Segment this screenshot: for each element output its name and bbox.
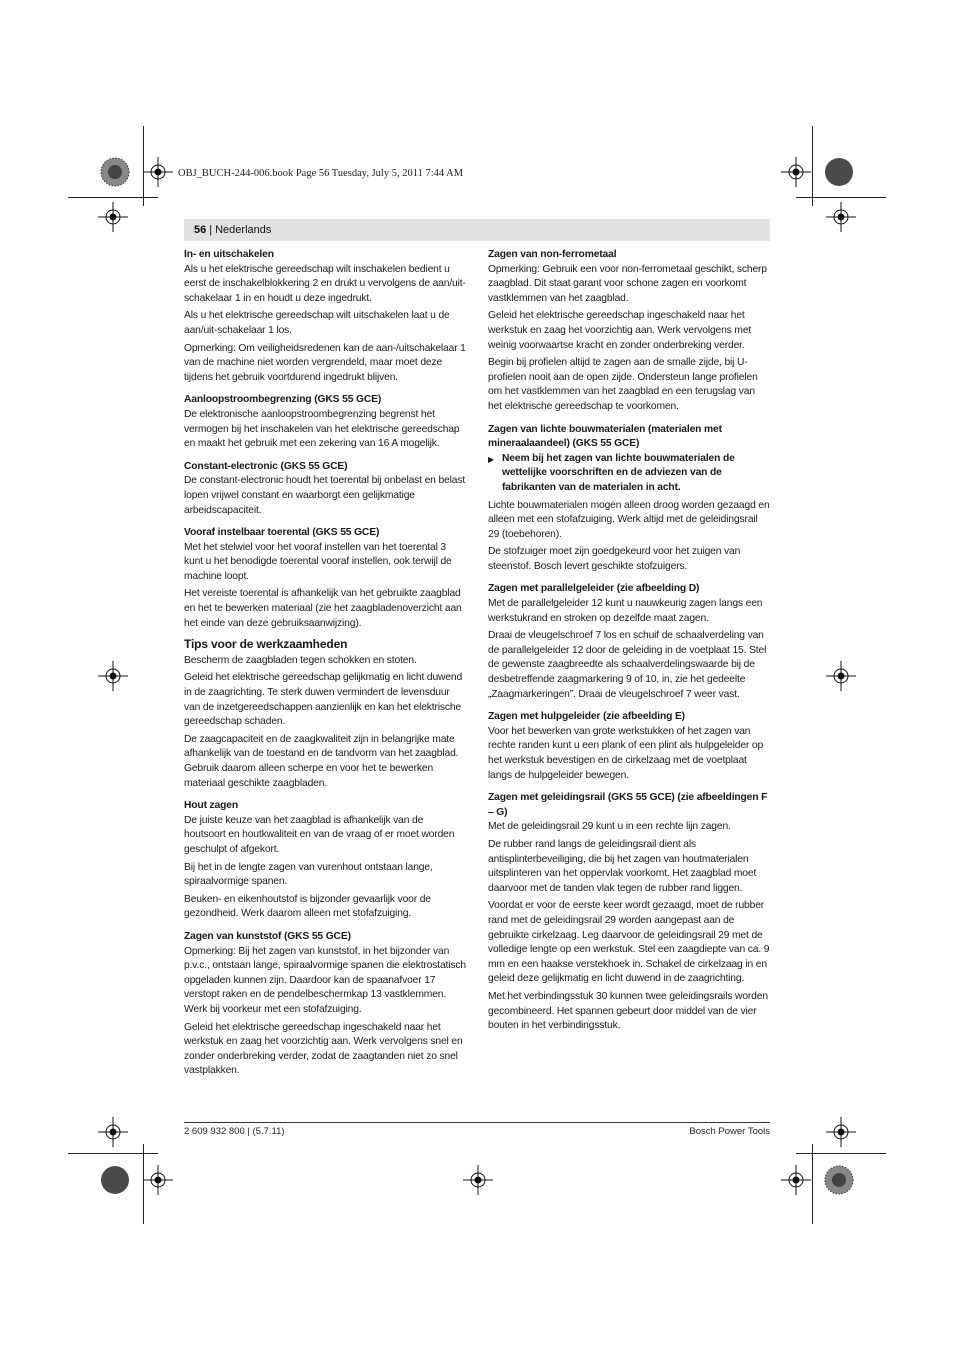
paragraph: Opmerking: Bij het zagen van kunststof, in het bijzonder van p.v.c., ontstaan lange, spiraalvormige spanen die elektrostatisch opgeladen kunnen zijn. Daardoor kan de spaanafvoer 17 verstopt raken en de pendelbeschermkap 13 vastklemmen. Werk bij voorkeur met een stofafzuiging. (184, 945, 466, 1015)
section-heading: In- en uitschakelen (184, 249, 274, 260)
paragraph: Met de parallelgeleider 12 kunt u nauwkeurig zagen langs een werkstukrand en stroken op dezelfde maat zagen. (488, 598, 763, 624)
registration-mark-icon (826, 1117, 856, 1147)
triangle-bullet-icon: ▶ (488, 454, 495, 464)
paragraph: Lichte bouwmaterialen mogen alleen droog worden gezaagd en alleen met een stofafzuiging. Werk altijd met de geleidingsrail 29 (toebehoren). (488, 499, 770, 540)
starburst-target-icon (100, 157, 130, 187)
paragraph: Het vereiste toerental is afhankelijk van het gebruikte zaagblad en het te bewerken materiaal (zie het zaagbladenoverzicht aan het einde van deze gebruiksaanwijzing). (184, 588, 462, 629)
registration-mark-icon (143, 1165, 173, 1195)
page-header-bar (184, 219, 770, 241)
registration-mark-icon (826, 202, 856, 232)
paragraph: Met de geleidingsrail 29 kunt u in een rechte lijn zagen. (488, 821, 731, 833)
paragraph: De stofzuiger moet zijn goedgekeurd voor het zuigen van steenstof. Bosch levert geschikte stofzuigers. (488, 546, 741, 572)
section-heading: Zagen van lichte bouwmaterialen (materialen met mineraalaandeel) (GKS 55 GCE) (488, 423, 722, 450)
header-separator: | (209, 224, 213, 236)
crop-line (796, 1153, 886, 1154)
section-heading: Zagen met parallelgeleider (zie afbeelding D) (488, 583, 700, 595)
paragraph: Beuken- en eikenhoutstof is bijzonder gevaarlijk voor de gezondheid. Werk daarom alleen met stofafzuiging. (184, 893, 431, 920)
section-heading: Constant-electronic (GKS 55 GCE) (184, 460, 348, 472)
crop-line (68, 1153, 158, 1154)
paragraph: Geleid het elektrische gereedschap gelijkmatig en licht duwend in de zaagrichting. Te sterk duwen vermindert de levensduur van de inzetgereedschappen aanzienlijk en kan het elektrische gereedschap schaden. (184, 672, 463, 728)
paragraph: Voor het bewerken van grote werkstukken of het zagen van rechte randen kunt u een plank of een plint als hulpgeleider op het werkstuk bevestigen en de cirkelzaag met de voetplaat langs de hulpgeleider bewegen. (488, 725, 764, 781)
paragraph: Begin bij profielen altijd te zagen aan de smalle zijde, bij U-profielen nooit aan de open zijde. Ondersteun lange profielen om het vastklemmen van het zaagblad en een terugslag van het elektrische gereedschap te voorkomen. (488, 357, 758, 412)
paragraph: De elektronische aanloopstroombegrenzing begrenst het vermogen bij het inschakelen van het elektrische gereedschap en maakt het gebruik met een zekering van 16 A mogelijk. (184, 408, 460, 450)
crop-line (68, 197, 158, 198)
paragraph: Draai de vleugelschroef 7 los en schuif de schaalverdeling van de parallelgeleider 12 door de geleiding in de voetplaat 15. Stel de gewenste zaagbreedte als schaalverdelingswaarde bij de desbetreffende zaagmarkering 9 of 10, in, zie het gedeelte „Zaagmarkeringen”. Draai de vleugelschroef 7 weer vast. (488, 630, 767, 700)
paragraph: Opmerking: Om veiligheidsredenen kan de aan-/uitschakelaar 1 van de machine niet worden vergrendeld, maar moet deze tijdens het gebruik voortdurend ingedrukt blijven. (184, 342, 466, 383)
right-column (488, 248, 770, 1037)
footer-brand: Bosch Power Tools (689, 1126, 770, 1137)
crop-line (812, 1144, 813, 1224)
page-number: 56 (194, 224, 207, 236)
bullet-text: Neem bij het zagen van lichte bouwmaterialen de wettelijke voorschriften en de adviezen van de fabrikanten van de materialen in acht. (502, 452, 735, 493)
section-heading: Zagen van non-ferrometaal (488, 249, 617, 260)
language-label: Nederlands (215, 224, 272, 236)
warning-bullet (488, 452, 770, 496)
footer-doc-number: 2 609 932 800 | (5.7.11) (184, 1126, 285, 1137)
crop-line (812, 126, 813, 206)
paragraph: Bescherm de zaagbladen tegen schokken en stoten. (184, 654, 417, 666)
print-slug-line: OBJ_BUCH-244-006.book Page 56 Tuesday, July 5, 2011 7:44 AM (178, 168, 464, 179)
paragraph: Bij het in de lengte zagen van vurenhout ontstaan lange, spiraalvormige spanen. (184, 861, 433, 888)
paragraph: Opmerking: Gebruik een voor non-ferrometaal geschikt, scherp zaagblad. Dit staat garant voor schone zagen en voorkomt vastklemmen van het zaagblad. (488, 263, 767, 304)
section-heading: Hout zagen (184, 800, 238, 812)
solid-target-icon (100, 1165, 130, 1195)
registration-mark-icon (781, 157, 811, 187)
left-column (184, 248, 466, 1082)
paragraph: Als u het elektrische gereedschap wilt inschakelen bedient u eerst de inschakelblokkering 2 en drukt u vervolgens de aan/uit-schakelaar 1 in en houdt u deze ingedrukt. (184, 263, 466, 304)
starburst-target-icon (824, 1165, 854, 1195)
section-heading: Aanloopstroombegrenzing (GKS 55 GCE) (184, 394, 382, 406)
paragraph: Voordat er voor de eerste keer wordt gezaagd, moet de rubber rand met de geleidingsrail 29 worden aangepast aan de gebruikte cirkelzaag. Leg daarvoor de geleidingsrail 29 met de volledige lengte op een werkstuk. Stel een zaagdiepte van ca. 9 mm en een haakse verstekhoek in. Schakel de cirkelzaag in en geleid deze gelijkmatig en licht duwend in de zaagrichting. (488, 900, 770, 985)
section-heading: Zagen met hulpgeleider (zie afbeelding E) (488, 711, 685, 723)
section-heading: Zagen van kunststof (GKS 55 GCE) (184, 930, 351, 942)
paragraph: Als u het elektrische gereedschap wilt uitschakelen laat u de aan/uit-schakelaar 1 los. (184, 310, 450, 336)
solid-target-icon (824, 157, 854, 187)
section-heading: Vooraf instelbaar toerental (GKS 55 GCE) (184, 527, 380, 539)
paragraph: Geleid het elektrische gereedschap ingeschakeld naar het werkstuk en zaag het voorzichtig aan. Werk vervolgens met weinig voorwaartse kracht en zonder onderbreking verder. (488, 310, 752, 351)
registration-mark-icon (826, 661, 856, 691)
crop-line (796, 197, 886, 198)
registration-mark-icon (143, 157, 173, 187)
paragraph: Met het stelwiel voor het vooraf instellen van het toerental 3 kunt u het benodigde toerental vooraf instellen, ook terwijl de machine loopt. (184, 541, 452, 582)
paragraph: De constant-electronic houdt het toerental bij onbelast en belast lopen vrijwel constant en waarborgt een gelijkmatige arbeidscapaciteit. (184, 475, 466, 516)
paragraph: De rubber rand langs de geleidingsrail dient als antisplinterbeveiliging, die bij het zagen van houtmaterialen uitsplinteren van het oppervlak voorkomt. Het zaagblad moet daarvoor met de tanden vlak tegen de rubber rand liggen. (488, 838, 757, 894)
paragraph: De zaagcapaciteit en de zaagkwaliteit zijn in belangrijke mate afhankelijk van de toestand en de tandvorm van het zaagblad. Gebruik daarom alleen scherpe en voor het te bewerken materiaal geschikte zaagbladen. (184, 733, 459, 789)
registration-mark-icon (463, 1165, 493, 1195)
paragraph: De juiste keuze van het zaagblad is afhankelijk van de houtsoort en houtkwaliteit en van de vraag of er moet worden geschulpt of afgekort. (184, 814, 455, 855)
footer-rule (184, 1122, 770, 1123)
registration-mark-icon (98, 661, 128, 691)
chapter-heading: Tips voor de werkzaamheden (184, 637, 348, 652)
paragraph: Geleid het elektrische gereedschap ingeschakeld naar het werkstuk en zaag het voorzichtig aan. Werk vervolgens snel en zonder onderbreking verder, zodat de zaagtanden niet zo snel vastplakken. (184, 1021, 463, 1077)
registration-mark-icon (781, 1165, 811, 1195)
registration-mark-icon (98, 1117, 128, 1147)
registration-mark-icon (98, 202, 128, 232)
section-heading: Zagen met geleidingsrail (GKS 55 GCE) (zie afbeeldingen F – G) (488, 792, 768, 818)
paragraph: Met het verbindingsstuk 30 kunnen twee geleidingsrails worden gecombineerd. Het spannen gebeurt door middel van de vier bouten in het verbindingsstuk. (488, 990, 768, 1032)
